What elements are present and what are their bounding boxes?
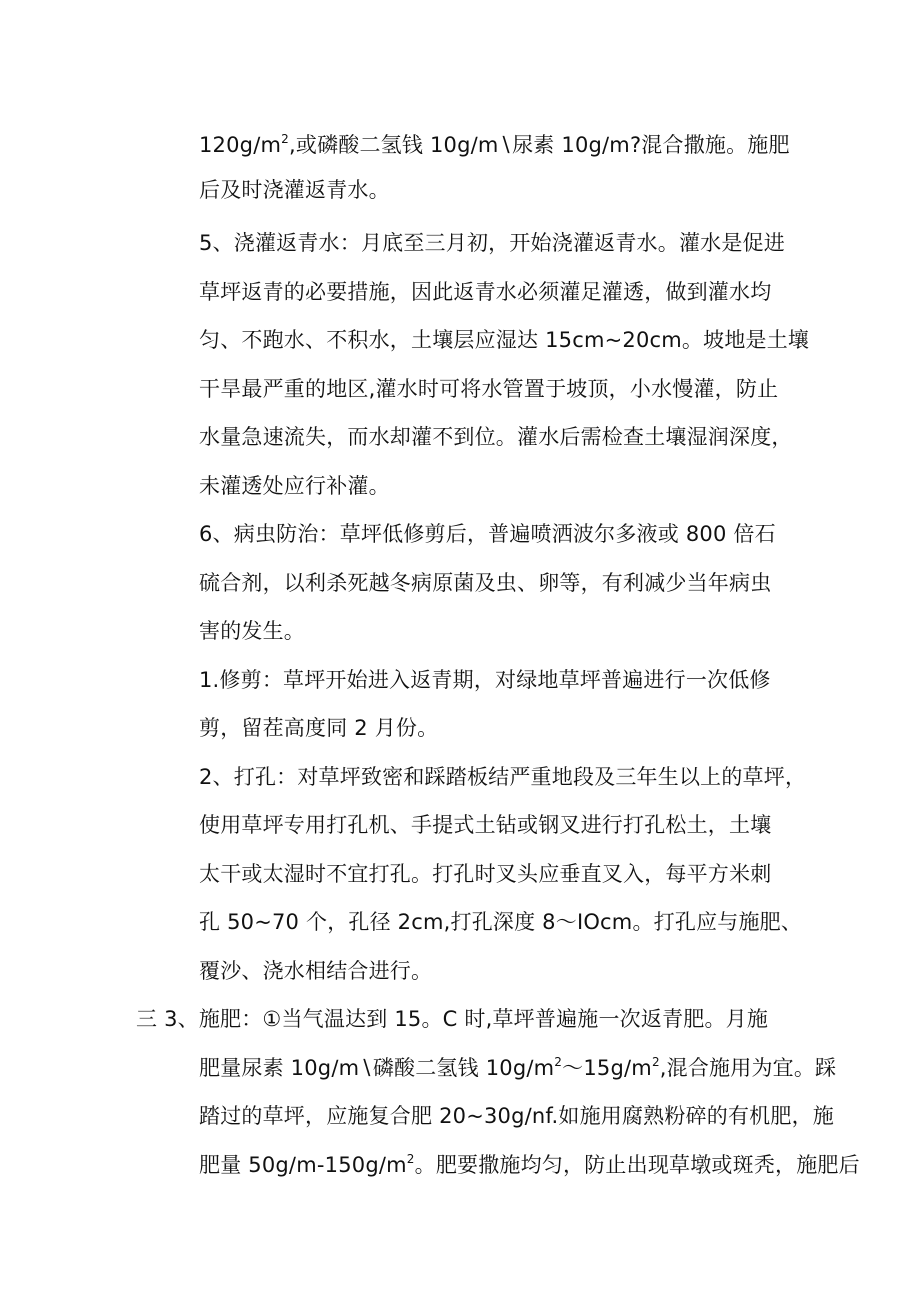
text-line-18 <box>199 957 432 985</box>
text-segment: 剪，留茬高度同 2 月份。 <box>199 716 439 740</box>
text-line-4 <box>199 278 771 306</box>
text-line-6 <box>199 375 778 403</box>
text-line-16 <box>199 860 771 888</box>
text-segment: ,或磷酸二氢钱 10g∕m∖尿素 10g∕m?混合撒施。施肥 <box>289 133 790 157</box>
text-segment: 草坪返青的必要措施，因此返青水必须灌足灌透，做到灌水均 <box>199 280 772 304</box>
superscript: 2 <box>651 1055 660 1069</box>
text-segment: 2、打孔：对草坪致密和踩踏板结严重地段及三年生以上的草坪， <box>199 765 807 789</box>
text-line-1 <box>199 131 790 159</box>
text-segment: 硫合剂，以利杀死越冬病原菌及虫、卵等，有利减少当年病虫 <box>199 571 772 595</box>
text-segment: 太干或太湿时不宜打孔。打孔时叉头应垂直叉入，每平方米刺 <box>199 862 772 886</box>
text-line-9 <box>199 520 776 548</box>
text-segment: 肥量尿素 10g∕m∖磷酸二氢钱 10g∕m <box>199 1056 555 1080</box>
text-segment: 未灌透处应行补灌。 <box>199 474 390 498</box>
text-segment: 水量急速流失，而水却灌不到位。灌水后需检查土壤湿润深度， <box>199 425 793 449</box>
superscript: 2 <box>281 132 289 146</box>
text-line-17 <box>199 908 802 936</box>
text-line-22 <box>199 1151 860 1179</box>
text-segment: ～15g∕m <box>562 1056 652 1080</box>
text-segment: 匀、不跑水、不积水，土壤层应湿达 15cm~20cm。坡地是土壤 <box>199 328 810 352</box>
text-segment: 1.修剪：草坪开始进入返青期，对绿地草坪普遍进行一次低修 <box>199 668 771 692</box>
text-line-12 <box>199 666 771 694</box>
superscript: 2 <box>554 1055 563 1069</box>
text-line-11 <box>199 617 305 645</box>
text-segment: 使用草坪专用打孔机、手提式土钻或钢叉进行打孔松土，土壤 <box>199 813 772 837</box>
text-line-20 <box>199 1054 836 1082</box>
text-segment: 三 3、施肥：①当气温达到 15。C 时,草坪普遍施一次返青肥。月施 <box>136 1007 769 1031</box>
text-line-7 <box>199 423 793 451</box>
text-segment: 120g∕m <box>199 133 282 157</box>
text-segment: 孔 50~70 个，孔径 2cm,打孔深度 8～IOcm。打孔应与施肥、 <box>199 910 803 934</box>
text-segment: 干旱最严重的地区,灌水时可将水管置于坡顶，小水慢灌，防止 <box>199 377 779 401</box>
text-line-2 <box>199 176 390 204</box>
text-segment: 5、浇灌返青水：月底至三月初，开始浇灌返青水。灌水是促进 <box>199 231 785 255</box>
text-segment: 害的发生。 <box>199 619 305 643</box>
text-segment: 后及时浇灌返青水。 <box>199 178 390 202</box>
text-line-10 <box>199 569 771 597</box>
text-segment: 肥量 50g∕m-150g∕m <box>199 1153 407 1177</box>
text-line-3 <box>199 229 785 257</box>
superscript: 2 <box>406 1152 415 1166</box>
text-segment: 踏过的草坪，应施复合肥 20~30g∕nf.如施用腐熟粉碎的有机肥，施 <box>199 1104 834 1128</box>
text-segment: 6、病虫防治：草坪低修剪后，普遍喷洒波尔多液或 800 倍石 <box>199 522 776 546</box>
text-line-13 <box>199 714 438 742</box>
text-line-8 <box>199 472 390 500</box>
text-segment: 。肥要撒施均匀，防止出现草墩或斑秃，施肥后 <box>414 1153 860 1177</box>
text-segment: 覆沙、浇水相结合进行。 <box>199 959 433 983</box>
text-line-15 <box>199 811 771 839</box>
text-line-19 <box>136 1005 768 1033</box>
text-line-21 <box>199 1102 834 1130</box>
text-line-14 <box>199 763 806 791</box>
text-line-5 <box>199 326 809 354</box>
text-segment: ,混合施用为宜。踩 <box>659 1056 837 1080</box>
